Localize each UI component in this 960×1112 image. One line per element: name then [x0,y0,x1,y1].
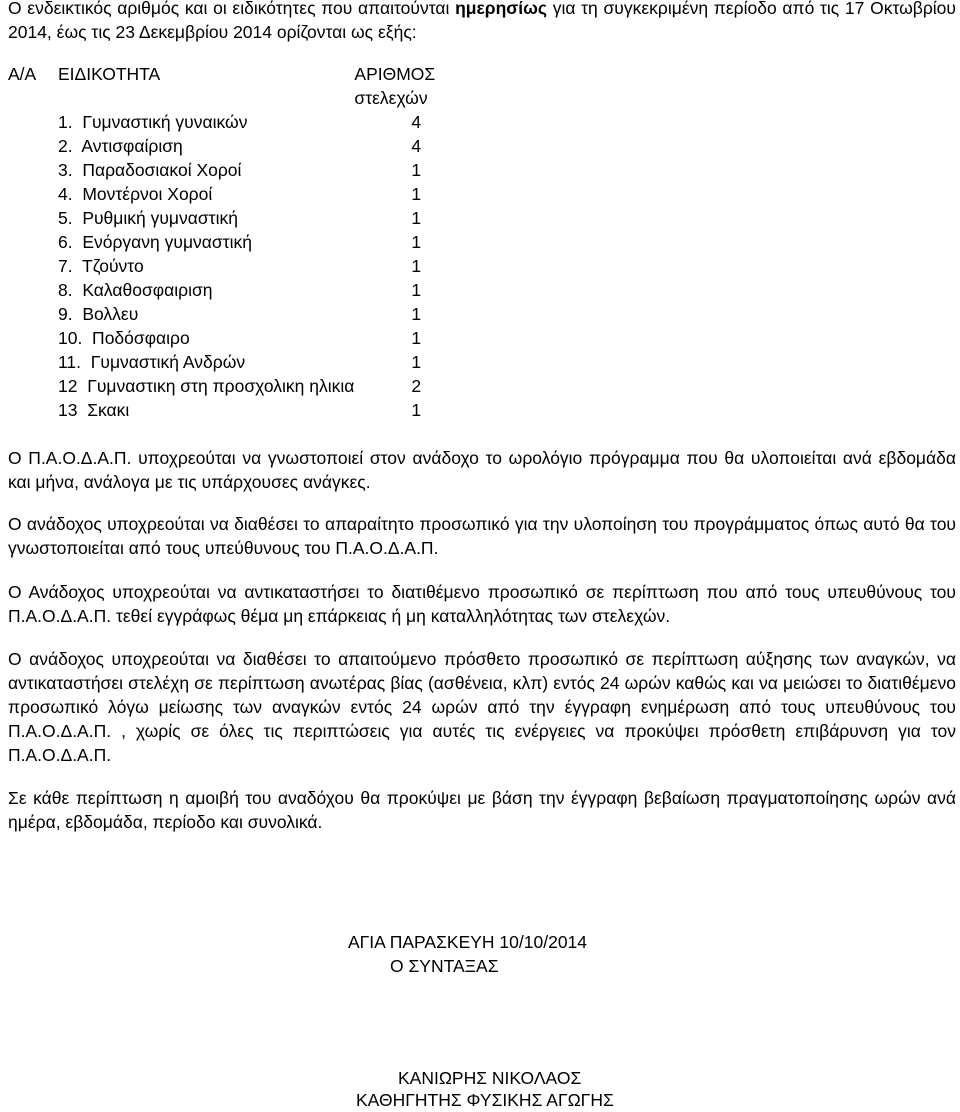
table-row [8,374,478,398]
specialty-count: 1 [411,304,422,324]
specialty-count: 1 [411,208,422,228]
table-row [8,254,478,278]
specialty-label: 9. Βολλευ [58,304,139,324]
signature-composer: Ο ΣΥΝΤΑΞΑΣ [390,956,499,976]
specialty-label: 4. Μοντέρνοι Χοροί [58,184,213,204]
specialty-count: 1 [411,232,422,252]
specialty-label: 6. Ενόργανη γυμναστική [58,232,252,252]
header-specialty: ΕΙΔΙΚΟΤΗΤΑ [58,64,161,84]
table-row [8,206,478,230]
specialty-count: 1 [411,256,422,276]
table-row [8,158,478,182]
header-count [354,62,478,110]
table-row [8,302,478,326]
signature-name: ΚΑΝΙΩΡΗΣ ΝΙΚΟΛΑΟΣ [398,1068,582,1088]
specialty-count: 1 [411,400,422,420]
table-body [8,110,478,422]
specialty-count: 1 [411,280,422,300]
paragraph-payment: Σε κάθε περίπτωση η αμοιβή του αναδόχου θα προκύψει με βάση την έγγραφη βεβαίωση πραγματοποίησης ωρών ανά ημέρα, εβδομάδα, περίοδο και συνολικά. [8,788,956,832]
table-row [8,110,478,134]
specialty-label: 11. Γυμναστική Ανδρών [58,352,246,372]
specialty-label: 12 Γυμναστικη στη προσχολικη ηλικια [58,376,355,396]
paragraph-replacement: Ο Ανάδοχος υποχρεούται να αντικαταστήσει το διατιθέμενο προσωπικό σε περίπτωση που από τους υπευθύνους του Π.Α.Ο.Δ.Α.Π. τεθεί εγγράφως θέμα μη επάρκειας ή μη καταλληλότητας των στελεχών. [8,582,956,626]
intro-text-start: Ο ενδεικτικός αριθμός και οι ειδικότητες που απαιτούνται [8,0,456,18]
header-aa: Α/Α [8,64,37,84]
table-row [8,182,478,206]
table-row [8,230,478,254]
signature-role: ΚΑΘΗΓΗΤΗΣ ΦΥΣΙΚΗΣ ΑΓΩΓΗΣ [356,1090,614,1110]
specialty-count: 4 [411,112,422,132]
specialty-label: 5. Ρυθμική γυμναστική [58,208,238,228]
table-row [8,350,478,374]
specialty-label: 8. Καλαθοσφαιριση [58,280,213,300]
intro-text-end: για τη συγκεκριμένη περίοδο από τις 17 Οκτωβρίου 2014, έως τις 23 Δεκεμβρίου 2014 ορίζονται ως εξής: [8,0,956,42]
specialty-label: 10. Ποδόσφαιρο [58,328,190,348]
signature-place-date: ΑΓΙΑ ΠΑΡΑΣΚΕΥΗ 10/10/2014 [348,932,588,952]
specialty-label: 3. Παραδοσιακοί Χοροί [58,160,242,180]
table-header-row [8,62,478,110]
specialty-count: 1 [411,328,422,348]
specialty-label: 2. Αντισφαίριση [58,136,183,156]
table-row [8,326,478,350]
paragraph-additional-staff: Ο ανάδοχος υποχρεούται να διαθέσει το απαιτούμενο πρόσθετο προσωπικό σε περίπτωση αύξησης των αναγκών, να αντικαταστήσει στελέχη σε περίπτωση ανωτέρας βίας (ασθένεια, κλπ) εντός 24 ωρών καθώς και να μειώσει το διατιθέμενο προσωπικό λόγω μείωσης των αναγκών εντός 24 ωρών από την έγγραφη ενημέρωση από τους υπευθύνους του Π.Α.Ο.Δ.Α.Π. , χωρίς σε όλες τις περιπτώσεις για αυτές τις ενέργειες να προκύψει πρόσθετη επιβάρυνση για τον Π.Α.Ο.Δ.Α.Π. [8,649,956,765]
specialty-count: 1 [411,352,422,372]
specialty-count: 4 [411,136,422,156]
specialty-label: 7. Τζούντο [58,256,144,276]
intro-bold-word: ημερησίως [455,0,547,18]
specialty-count: 2 [411,376,422,396]
table-row [8,278,478,302]
specialty-count: 1 [411,184,422,204]
specialty-label: 13 Σκακι [58,400,130,420]
table-row [8,134,478,158]
specialty-count: 1 [411,160,422,180]
specialties-table [8,62,478,422]
intro-paragraph [8,0,956,44]
header-count-line1: ΑΡΙΘΜΟΣ [354,64,436,84]
specialty-label: 1. Γυμναστική γυναικών [58,112,248,132]
paragraph-staff: Ο ανάδοχος υποχρεούται να διαθέσει το απαραίτητο προσωπικό για την υλοποίηση του προγράμματος όπως αυτό θα του γνωστοποιείται από τους υπεύθυνους του Π.Α.Ο.Δ.Α.Π. [8,514,956,558]
table-row [8,398,478,422]
header-count-line2: στελεχών [354,88,428,108]
paragraph-schedule: Ο Π.Α.Ο.Δ.Α.Π. υποχρεούται να γνωστοποιεί στον ανάδοχο το ωρολόγιο πρόγραμμα που θα υλοποιείται ανά εβδομάδα και μήνα, ανάλογα με τις υπάρχουσες ανάγκες. [8,448,956,492]
